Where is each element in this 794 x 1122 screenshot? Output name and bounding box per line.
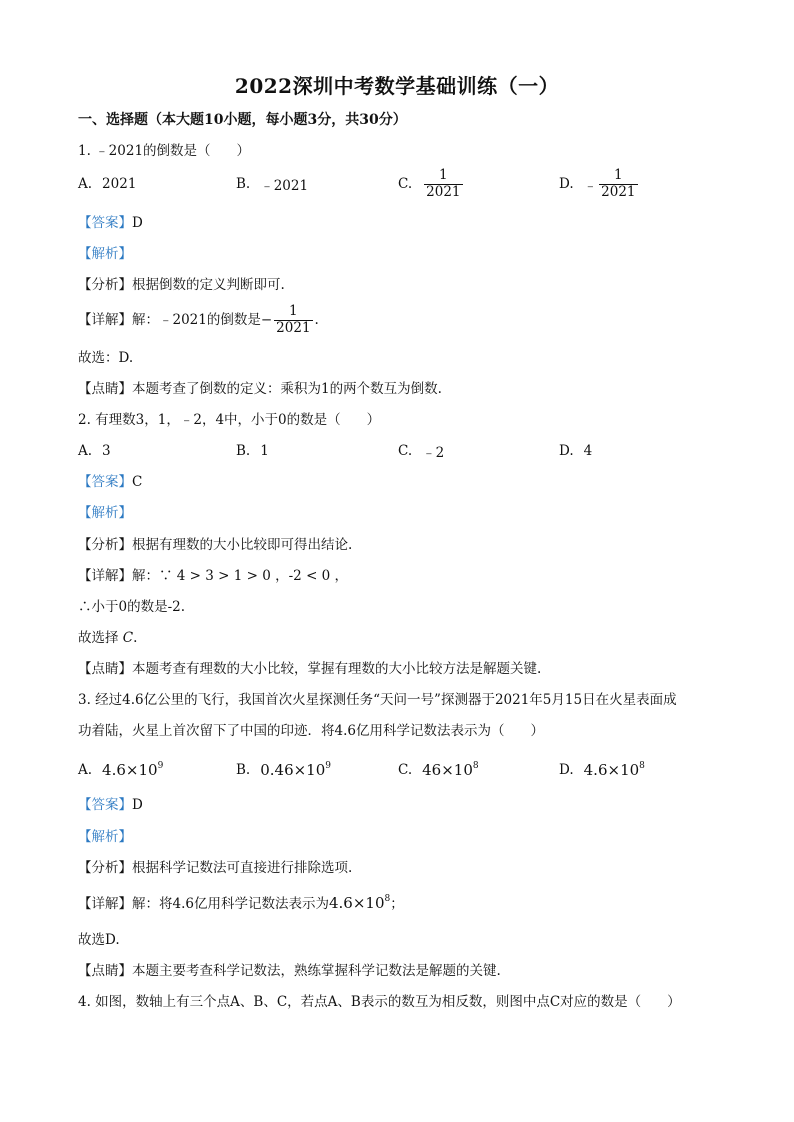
q2-option-a: A. 3 xyxy=(78,443,111,459)
q1-option-a: A. 2021 xyxy=(78,176,137,192)
question-1-stem: 1. ﹣2021的倒数是（ ） xyxy=(78,143,251,159)
q1-analysis-tag: 【解析】 xyxy=(78,246,132,262)
q2-option-b: B. 1 xyxy=(236,443,269,459)
q3-option-b: B. $0.46\times 10^9$ xyxy=(236,761,332,779)
fraction: $\frac{1}{2021}$ xyxy=(276,302,311,336)
fraction: $\frac{1}{2021}$ xyxy=(601,166,636,200)
q2-option-c: C. ﹣2 xyxy=(398,443,445,461)
q2-therefore: ∴小于0的数是-2. xyxy=(78,599,186,615)
q2-detail: 【详解】解：∵ 4 > 3 > 1 > 0 ，-2 < 0 ， xyxy=(78,568,349,584)
question-4-stem: 4. 如图，数轴上有三个点A、B、C，若点A、B表示的数互为相反数，则图中点C对应的数是（ ） xyxy=(78,994,681,1010)
q3-analysis-tag: 【解析】 xyxy=(78,829,132,845)
section-heading: 一、选择题（本大题10小题，每小题3分，共30分） xyxy=(78,112,407,128)
q3-option-d: D. $4.6\times 10^8$ xyxy=(559,761,645,779)
q1-answer: 【答案】D xyxy=(78,215,143,231)
q3-answer: 【答案】D xyxy=(78,797,143,813)
question-2-options xyxy=(78,433,718,469)
q3-comment: 【点睛】本题主要考查科学记数法，熟练掌握科学记数法是解题的关键. xyxy=(78,963,501,979)
q2-comment: 【点睛】本题考查有理数的大小比较，掌握有理数的大小比较方法是解题关键. xyxy=(78,661,542,677)
q3-option-c: C. $46\times 10^8$ xyxy=(398,761,479,779)
q3-option-a: A. $4.6\times 10^9$ xyxy=(78,761,164,779)
question-1-options xyxy=(78,166,718,202)
q1-detail: 【详解】 解：﹣2021的倒数是 − $\frac{1}{2021}$ . xyxy=(78,302,319,336)
q3-choose: 故选D. xyxy=(78,932,120,948)
q1-option-b: B. ﹣2021 xyxy=(236,176,309,194)
q1-comment: 【点睛】本题考查了倒数的定义：乘积为1的两个数互为倒数. xyxy=(78,381,442,397)
page-title: 2022深圳中考数学基础训练（一） xyxy=(234,74,560,98)
q3-detail: 【详解】解：将4.6亿用科学记数法表示为$4.6\times 10^8$； xyxy=(78,894,404,912)
question-2-stem: 2. 有理数3，1，﹣2，4中，小于0的数是（ ） xyxy=(78,412,381,428)
fraction: $\frac{1}{2021}$ xyxy=(426,166,461,200)
question-3-options xyxy=(78,752,718,788)
question-3-stem-line1: 3. 经过4.6亿公里的飞行，我国首次火星探测任务“天问一号”探测器于2021年5月15日在火星表面成 xyxy=(78,692,677,708)
q1-option-c: C. $\frac{1}{2021}$ xyxy=(398,166,461,200)
q2-fenxi: 【分析】根据有理数的大小比较即可得出结论. xyxy=(78,537,353,553)
q2-analysis-tag: 【解析】 xyxy=(78,505,132,521)
q2-choose: 故选择 C. xyxy=(78,630,138,646)
q2-option-d: D. 4 xyxy=(559,443,593,459)
q1-option-d: D. ﹣ $\frac{1}{2021}$ xyxy=(559,166,636,200)
q1-choose: 故选：D. xyxy=(78,350,134,366)
q2-answer: 【答案】C xyxy=(78,474,143,490)
q3-fenxi: 【分析】根据科学记数法可直接进行排除选项. xyxy=(78,860,353,876)
q1-fenxi: 【分析】根据倒数的定义判断即可. xyxy=(78,277,285,293)
question-3-stem-line2: 功着陆，火星上首次留下了中国的印迹．将4.6亿用科学记数法表示为（ ） xyxy=(78,723,544,739)
